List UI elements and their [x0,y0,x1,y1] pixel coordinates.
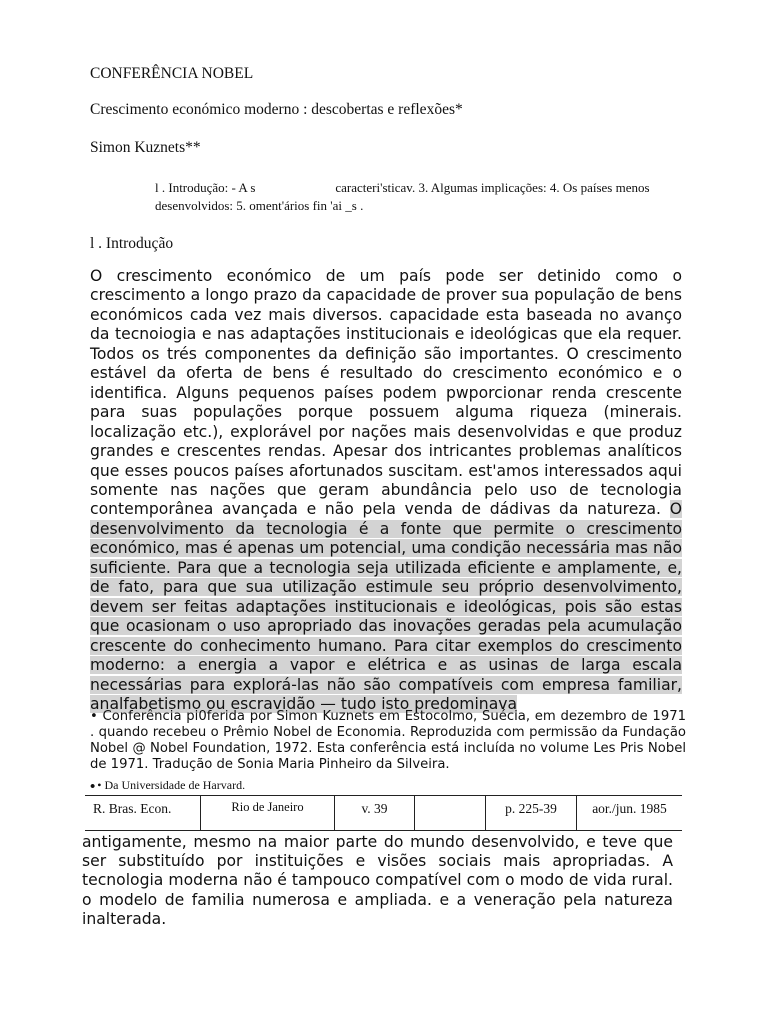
citation-city: Rio de Janeiro [200,796,334,831]
conference-title: CONFERÊNCIA NOBEL [90,65,254,82]
citation-journal: R. Bras. Econ. [93,801,172,816]
body-text-highlighted: O desenvolvimento da tecnologia é a fonte que permite o crescimento económico, mas é apenas um potencial, uma condição necessária mas não suficiente. Para que a tecnologia seja utilizada eficiente e amplamente, e, de fato, para que sua utilização estimule seu próprio desenvolvimento, devem ser feitas adaptações institucionais e ideológicas, pois são estas que ocasionam o uso apropriado das inovações geradas pela acumulação crescente do conhecimento humano. Para citar exemplos do crescimento moderno: a energia a vapor e elétrica e as usinas de larga escala necessárias para explorá-las não são compatíveis com empresa familiar, analfabetismo ou escravidão — tudo isto predominava [90,500,682,713]
summary-part-2: caracteri'sticav. 3. Algumas implicações: 4. Os países menos desenvolvidos: 5. oment'ários fin 'ai _s . [155,180,650,213]
citation-pages: p. 225-39 [485,796,576,831]
citation-bar [85,795,682,831]
body-text-plain: O crescimento económico de um país pode ser detinido como o crescimento a longo prazo da capacidade de prover sua população de bens económicos cada vez mais diversos. capacidade esta baseada no avanço da tecnoiogia e nas adaptações institucionais e ideológicas que ela requer. Todos os trés componentes da definição são importantes. O crescimento estável da oferta de bens é resultado do crescimento económico e o identifica. Alguns pequenos países podem pwporcionar renda crescente para suas populações porque possuem alguma riqueza (minerais. localização etc.), explorável por nações mais desenvolvidas e que produz grandes e crescentes rendas. Apesar dos intricantes problemas analíticos que esses poucos países afortunados suscitam. est'amos interessados aqui somente nas nações que geram abundância pelo uso de tecnologia contemporânea avançada e não pela venda de dádivas da natureza. [90,267,682,519]
author-name: Simon Kuznets** [90,139,201,156]
summary [155,179,680,215]
citation-number [414,796,485,831]
summary-part-1: l . Introdução: - A s [155,180,256,195]
citation-volume: v. 39 [334,796,414,831]
section-heading: l . Introdução [90,235,174,252]
footnote-bullet: • [90,779,96,795]
footnotes [90,709,686,795]
article-title: Crescimento económico moderno : descobertas e reflexões* [90,101,463,118]
footnote-2-text: • Da Universidade de Harvard. [97,778,246,792]
body-paragraph [90,267,682,714]
citation-date: aor./jun. 1985 [576,796,682,831]
continuation-paragraph: antigamente, mesmo na maior parte do mundo desenvolvido, e teve que ser substituído por instituições e visões sociais mais apropriadas. A tecnologia moderna não é tampouco compatível com o modo de vida rural. o modelo de familia numerosa e ampliada. e a veneração pela natureza inalterada. [82,833,673,928]
footnote-1: • Conferência pi0ferida por Simon Kuznets em Estocolmo, Suécia, em dezembro de 1971 . quando recebeu o Prêmio Nobel de Economia. Reproduzida com permissão da Fundação Nobel @ Nobel Foundation, 1972. Esta conferência está incluída no volume Les Pris Nobel de 1971. Tradução de Sonia Maria Pinheiro da Silveira. [90,709,686,772]
footnote-2 [90,777,686,795]
